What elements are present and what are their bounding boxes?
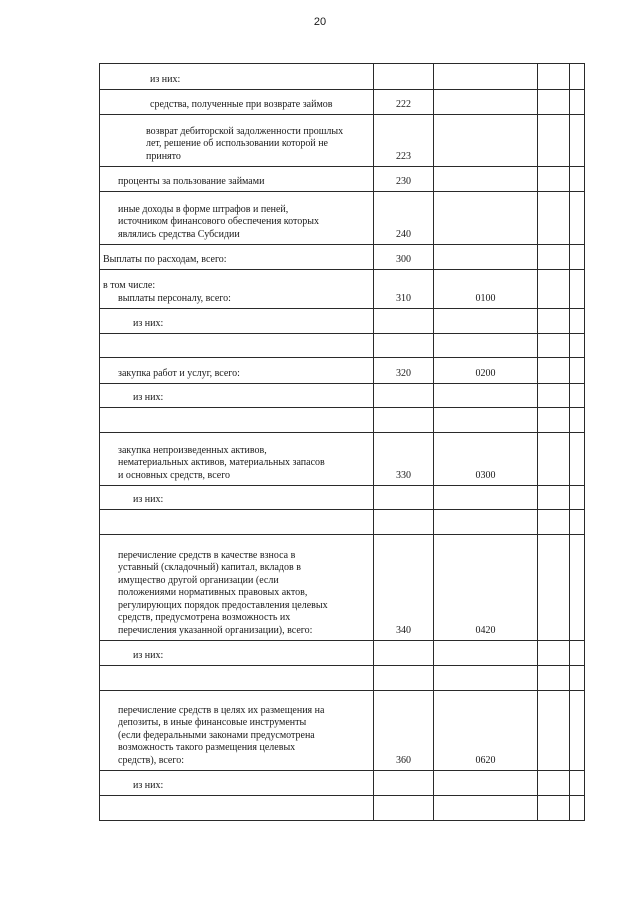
table-row [100,64,585,90]
row-name-cell [100,358,374,384]
row-empty-cell [570,270,585,309]
table-row [100,245,585,270]
row-line-code-cell: 300 [374,245,434,270]
row-classification-code-cell [434,408,538,433]
row-prefix-text: в том числе: [103,280,156,291]
row-classification-code-cell [434,771,538,796]
row-empty-cell [570,486,585,510]
page-number: 20 [313,16,327,28]
row-name-text: проценты за пользование займами [118,175,265,187]
table-row [100,691,585,771]
row-empty-cell [570,334,585,358]
table-row [100,384,585,408]
table-row [100,510,585,535]
row-name-cell [100,270,374,309]
table-row [100,90,585,115]
row-name-cell [100,535,374,641]
row-name-cell [100,796,374,821]
row-empty-cell [538,245,570,270]
row-name-cell [100,691,374,771]
row-empty-cell [570,309,585,334]
row-name-text: перечисление средств в качестве взноса в уставный (складочный) капитал, вкладов в имущество другой организации (если положениями нормативных правовых актов, регулирующих порядок предоставления целевых средств, предусмотрена возможность их перечисления указанной организации), всего: [118,549,328,636]
row-empty-cell [538,771,570,796]
table-row [100,358,585,384]
row-line-code-cell: 240 [374,192,434,245]
row-line-code-cell [374,666,434,691]
row-name-text: из них: [133,493,164,505]
row-name-text: из них: [133,649,164,661]
row-name-cell [100,309,374,334]
table-row [100,309,585,334]
row-empty-cell [538,309,570,334]
table-row [100,167,585,192]
row-empty-cell [570,64,585,90]
table-row [100,666,585,691]
row-classification-code-cell [434,641,538,666]
row-line-code-cell [374,510,434,535]
row-name-text: возврат дебиторской задолженности прошлых лет, решение об использовании которой не принято [146,125,344,162]
row-empty-cell [538,641,570,666]
row-empty-cell [570,771,585,796]
row-classification-code-cell [434,167,538,192]
table-row [100,408,585,433]
row-name-cell [100,666,374,691]
row-name-text: закупка непроизведенных активов, нематериальных активов, материальных запасов и основных средств, всего [118,444,325,481]
row-name-cell [100,771,374,796]
row-empty-cell [570,666,585,691]
row-empty-cell [538,666,570,691]
table-row [100,486,585,510]
table-row [100,334,585,358]
row-name-cell [100,641,374,666]
row-name-cell [100,167,374,192]
row-line-code-cell: 222 [374,90,434,115]
row-name-text: из них: [133,317,164,329]
row-classification-code-cell [434,334,538,358]
row-name-cell [100,486,374,510]
row-line-code-cell: 330 [374,433,434,486]
row-name-text: средства, полученные при возврате займов [150,98,333,110]
row-line-code-cell: 340 [374,535,434,641]
row-empty-cell [538,535,570,641]
row-line-code-cell [374,486,434,510]
table-row [100,796,585,821]
row-empty-cell [538,486,570,510]
report-table [99,63,585,821]
row-name-cell [100,408,374,433]
row-empty-cell [538,192,570,245]
row-empty-cell [570,433,585,486]
row-empty-cell [570,535,585,641]
row-name-cell [100,64,374,90]
row-empty-cell [570,796,585,821]
table-row [100,115,585,167]
table-row [100,192,585,245]
row-empty-cell [570,90,585,115]
row-empty-cell [538,408,570,433]
row-empty-cell [538,691,570,771]
row-line-code-cell: 223 [374,115,434,167]
row-empty-cell [570,408,585,433]
row-empty-cell [570,358,585,384]
row-line-code-cell: 320 [374,358,434,384]
row-classification-code-cell: 0420 [434,535,538,641]
row-empty-cell [538,270,570,309]
row-line-code-cell [374,796,434,821]
row-classification-code-cell [434,486,538,510]
row-classification-code-cell [434,796,538,821]
row-line-code-cell [374,334,434,358]
row-line-code-cell [374,771,434,796]
row-name-cell [100,384,374,408]
row-classification-code-cell [434,64,538,90]
row-empty-cell [538,334,570,358]
row-classification-code-cell [434,192,538,245]
row-name-text: иные доходы в форме штрафов и пеней, источником финансового обеспечения которых являлись средства Субсидии [118,203,319,240]
row-classification-code-cell [434,115,538,167]
row-line-code-cell [374,641,434,666]
row-empty-cell [570,192,585,245]
row-empty-cell [570,691,585,771]
row-line-code-cell [374,64,434,90]
row-line-code-cell [374,408,434,433]
row-empty-cell [538,510,570,535]
table-row [100,270,585,309]
row-empty-cell [538,384,570,408]
row-name-text: выплаты персоналу, всего: [118,292,231,304]
row-empty-cell [538,433,570,486]
row-line-code-cell: 310 [374,270,434,309]
table-row [100,641,585,666]
row-classification-code-cell [434,666,538,691]
row-name-cell [100,90,374,115]
row-empty-cell [538,64,570,90]
row-empty-cell [570,115,585,167]
row-empty-cell [538,115,570,167]
row-empty-cell [538,796,570,821]
row-classification-code-cell: 0620 [434,691,538,771]
row-line-code-cell [374,384,434,408]
row-classification-code-cell [434,309,538,334]
row-name-cell [100,245,374,270]
row-empty-cell [570,641,585,666]
row-name-text: из них: [133,779,164,791]
row-empty-cell [570,245,585,270]
row-line-code-cell: 360 [374,691,434,771]
row-name-text: закупка работ и услуг, всего: [118,367,240,379]
row-empty-cell [570,384,585,408]
row-name-text: Выплаты по расходам, всего: [103,253,227,265]
row-empty-cell [570,510,585,535]
row-classification-code-cell: 0200 [434,358,538,384]
row-classification-code-cell: 0100 [434,270,538,309]
row-name-cell [100,192,374,245]
row-classification-code-cell: 0300 [434,433,538,486]
row-line-code-cell: 230 [374,167,434,192]
row-classification-code-cell [434,90,538,115]
row-classification-code-cell [434,384,538,408]
row-name-cell [100,115,374,167]
row-empty-cell [538,358,570,384]
row-empty-cell [538,90,570,115]
row-name-cell [100,510,374,535]
table-row [100,535,585,641]
row-line-code-cell [374,309,434,334]
row-name-text: из них: [150,73,181,85]
row-name-cell [100,433,374,486]
row-empty-cell [538,167,570,192]
row-name-cell [100,334,374,358]
table-row [100,433,585,486]
row-empty-cell [570,167,585,192]
row-classification-code-cell [434,510,538,535]
report-table-body [100,64,585,821]
row-classification-code-cell [434,245,538,270]
row-name-text: перечисление средств в целях их размещения на депозиты, в иные финансовые инструменты (если федеральными законами предусмотрена возможность такого размещения целевых средств), всего: [118,704,325,766]
row-name-text: из них: [133,391,164,403]
table-row [100,771,585,796]
